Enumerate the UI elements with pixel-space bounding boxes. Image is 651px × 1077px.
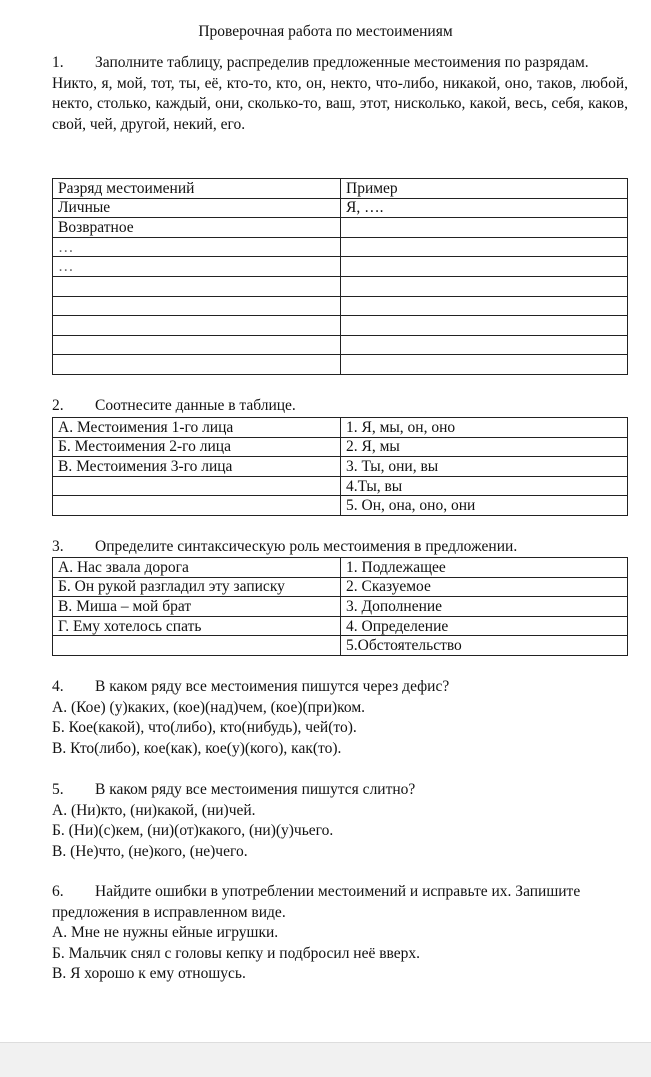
header-cell: Разряд местоимений <box>53 179 341 199</box>
question-text: Соотнесите данные в таблице. <box>95 397 296 414</box>
cell: … <box>53 237 341 257</box>
cell: 5.Обстоятельство <box>341 636 628 656</box>
cell: 3. Ты, они, вы <box>341 457 628 477</box>
answer-option: Б. (Ни)(с)кем, (ни)(от)какого, (ни)(у)чьего. <box>52 822 334 840</box>
table-row <box>53 237 628 257</box>
question-5 <box>52 780 628 862</box>
table-row <box>53 597 628 617</box>
question-2 <box>52 396 628 417</box>
question-text: Найдите ошибки в употреблении местоимений и исправьте их. Запишите предложения в исправленном виде. <box>52 883 581 921</box>
table-row <box>53 437 628 457</box>
table-header <box>53 179 628 199</box>
cell: 2. Я, мы <box>341 437 628 457</box>
cell: А. Местоимения 1-го лица <box>53 418 341 438</box>
cell <box>341 257 628 277</box>
table-row <box>53 316 628 336</box>
answer-option: В. Кто(либо), кое(как), кое(у)(кого), как(то). <box>52 739 342 757</box>
question-number: 2. <box>52 397 64 414</box>
cell: 4. Определение <box>341 616 628 636</box>
bottom-bar <box>0 1042 651 1077</box>
question-6 <box>52 882 628 985</box>
cell <box>53 316 341 336</box>
question-text: Заполните таблицу, распределив предложенные местоимения по разрядам. <box>95 54 589 71</box>
cell <box>341 218 628 238</box>
question-number: 3. <box>52 538 64 555</box>
table-1 <box>52 178 628 375</box>
question-4 <box>52 677 628 759</box>
cell <box>341 316 628 336</box>
table-2 <box>52 417 628 516</box>
question-number: 4. <box>52 678 64 695</box>
word-list: Никто, я, мой, тот, ты, её, кто-то, кто, он, некто, что-либо, никакой, оно, таков, любой, некто, столько, каждый, они, сколько-то, ваш, этот, нисколько, какой, весь, себя, каков, свой, чей, другой, некий, его. <box>52 74 628 133</box>
answer-option: А. (Кое) (у)каких, (кое)(над)чем, (кое)(при)ком. <box>52 698 366 716</box>
table-row <box>53 616 628 636</box>
question-3 <box>52 537 628 558</box>
cell: Я, …. <box>341 198 628 218</box>
cell: 2. Сказуемое <box>341 577 628 597</box>
table-3 <box>52 557 628 656</box>
table-row <box>53 276 628 296</box>
cell <box>341 296 628 316</box>
cell <box>53 636 341 656</box>
cell: 5. Он, она, оно, они <box>341 496 628 516</box>
page-title: Проверочная работа по местоимениям <box>198 23 453 40</box>
cell: В. Местоимения 3-го лица <box>53 457 341 477</box>
cell <box>53 296 341 316</box>
cell: Б. Местоимения 2-го лица <box>53 437 341 457</box>
answer-option: А. (Ни)кто, (ни)какой, (ни)чей. <box>52 801 256 819</box>
answer-option: А. Мне не нужны ейные игрушки. <box>52 924 279 942</box>
table-row <box>53 418 628 438</box>
cell <box>53 476 341 496</box>
question-1 <box>52 53 628 135</box>
table-row <box>53 296 628 316</box>
cell: А. Нас звала дорога <box>53 558 341 578</box>
cell: Г. Ему хотелось спать <box>53 616 341 636</box>
cell <box>53 335 341 355</box>
cell <box>53 276 341 296</box>
cell <box>341 276 628 296</box>
question-text: В каком ряду все местоимения пишутся слитно? <box>95 781 416 798</box>
question-number: 5. <box>52 781 64 798</box>
cell <box>341 335 628 355</box>
answer-option: Б. Кое(какой), что(либо), кто(нибудь), чей(то). <box>52 719 357 737</box>
cell: Возвратное <box>53 218 341 238</box>
cell: … <box>53 257 341 277</box>
table-row <box>53 558 628 578</box>
table-row <box>53 496 628 516</box>
cell: 1. Подлежащее <box>341 558 628 578</box>
cell: 1. Я, мы, он, оно <box>341 418 628 438</box>
cell: В. Миша – мой брат <box>53 597 341 617</box>
table-row <box>53 198 628 218</box>
table-row <box>53 636 628 656</box>
table-row <box>53 257 628 277</box>
answer-option: В. Я хорошо к ему отношусь. <box>52 965 246 983</box>
table-row <box>53 577 628 597</box>
cell <box>341 237 628 257</box>
cell <box>53 355 341 375</box>
question-text: Определите синтаксическую роль местоимения в предложении. <box>95 538 518 555</box>
table-row <box>53 218 628 238</box>
table-row <box>53 355 628 375</box>
header-cell: Пример <box>341 179 628 199</box>
cell: 3. Дополнение <box>341 597 628 617</box>
cell <box>341 355 628 375</box>
answer-option: Б. Мальчик снял с головы кепку и подбросил неё вверх. <box>52 944 421 962</box>
cell <box>53 496 341 516</box>
question-text: В каком ряду все местоимения пишутся через дефис? <box>95 678 450 695</box>
cell: Личные <box>53 198 341 218</box>
cell: Б. Он рукой разгладил эту записку <box>53 577 341 597</box>
question-number: 6. <box>52 883 64 900</box>
question-number: 1. <box>52 54 64 71</box>
table-row <box>53 476 628 496</box>
cell: 4.Ты, вы <box>341 476 628 496</box>
table-row <box>53 457 628 477</box>
table-row <box>53 335 628 355</box>
answer-option: В. (Не)что, (не)кого, (не)чего. <box>52 842 248 860</box>
